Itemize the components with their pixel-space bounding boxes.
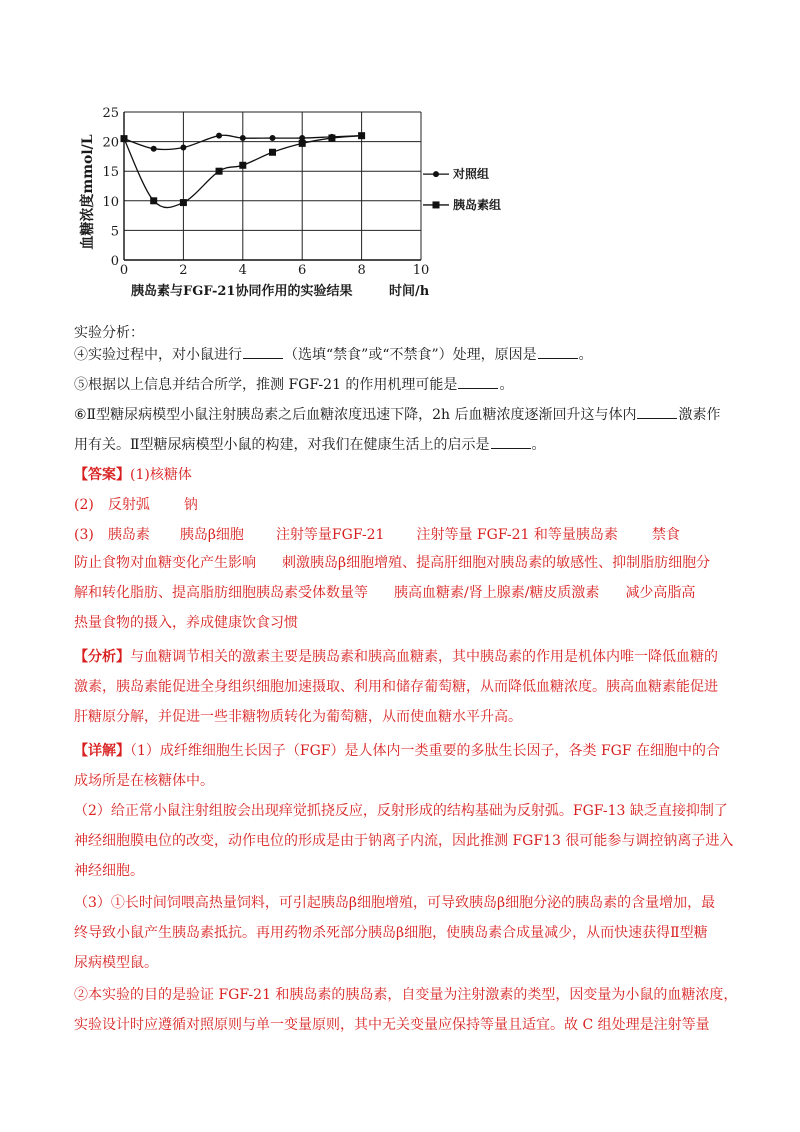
data-point-insulin [269, 149, 276, 156]
x-tick-label: 2 [179, 263, 188, 278]
answer-l2-1: 防止食物对血糖变化产生影响 [74, 555, 256, 571]
analysis-title: 实验分析： [74, 325, 144, 341]
chart-grid [124, 112, 421, 260]
data-point-insulin [358, 132, 365, 139]
answer-3-3: 注射等量FGF-21 [275, 527, 385, 543]
legend-marker-control [433, 171, 439, 177]
x-tick-label: 8 [357, 263, 366, 278]
answer-l2-2: 刺激胰岛β细胞增殖、提高肝细胞对胰岛素的敏感性、抑制脂肪细胞分 [282, 555, 711, 571]
data-point-insulin [216, 168, 223, 175]
analysis-line-3: 肝糖原分解，并促进一些非糖物质转化为葡萄糖，从而使血糖水平升高。 [74, 709, 522, 725]
x-tick-label: 0 [119, 263, 129, 278]
analysis-line-1 [74, 646, 724, 668]
q4-text-c: 。 [578, 347, 593, 363]
answer-3-1: 胰岛素 [107, 527, 150, 543]
detail-line-5: 神经细胞。 [74, 863, 144, 879]
analysis-tag: 【分析】 [74, 649, 130, 665]
data-point-insulin [299, 140, 306, 147]
q4-blank-2 [538, 344, 578, 359]
data-point-insulin [180, 199, 187, 206]
analysis-line-2: 激素，胰岛素能促进全身组织细胞加速摄取、利用和储存葡萄糖，从而降低血糖浓度。胰高血糖素能促进 [74, 679, 718, 695]
q6-text-a: ⑥Ⅱ型糖尿病模型小鼠注射胰岛素之后血糖浓度迅速下降，2h 后血糖浓度逐渐回升这与体内 [74, 407, 637, 423]
chart-legend [423, 166, 501, 212]
data-point-insulin [328, 135, 335, 142]
data-point-control [151, 146, 157, 152]
chart-xlabel: 时间/h [389, 284, 430, 299]
question-4 [74, 344, 724, 366]
answer-2-x: 反射弧 [107, 497, 150, 513]
detail-line-2: 成场所是在核糖体中。 [74, 773, 214, 789]
q6-text-line2b: 。 [531, 437, 546, 453]
question-6-line-2 [74, 434, 724, 456]
answer-line-5 [74, 582, 724, 604]
answer-l3-2: 胰高血糖素/肾上腺素/糖皮质激素 [394, 585, 600, 601]
y-tick-label: 25 [102, 106, 119, 121]
legend-marker-insulin [433, 201, 440, 208]
x-tick-label: 4 [238, 263, 247, 278]
chart-tick-labels [102, 106, 429, 278]
answer-line-2 [74, 494, 724, 516]
detail-tag: 【详解】 [74, 743, 130, 759]
data-point-control [180, 145, 186, 151]
answer-line-6: 热量食物的摄入，养成健康饮食习惯 [74, 615, 298, 631]
q6-blank-1 [637, 404, 677, 419]
q6-blank-2 [491, 434, 531, 449]
legend-label-insulin: 胰岛素组 [453, 197, 502, 212]
x-tick-label: 10 [412, 263, 430, 278]
data-point-control [216, 133, 222, 139]
question-5 [74, 374, 724, 396]
chart-ylabel: 血糖浓度mmol/L [80, 134, 96, 250]
y-tick-label: 0 [110, 254, 119, 269]
q4-text-a: ④实验过程中，对小鼠进行 [74, 347, 242, 363]
answer-l3-3: 减少高脂高 [625, 585, 696, 601]
y-tick-label: 10 [102, 194, 119, 210]
x-tick-label: 6 [298, 263, 307, 278]
y-tick-label: 5 [110, 224, 119, 240]
question-6-line-1 [74, 404, 724, 426]
y-tick-label: 15 [102, 165, 119, 181]
legend-label-control: 对照组 [453, 167, 490, 182]
answer-2-y: 钠 [183, 497, 198, 513]
detail-line-4: 神经细胞膜电位的改变，动作电位的形成是由于钠离子内流，因此推测 FGF13 很可能参与调控钠离子进入 [74, 833, 734, 849]
answer-1: (1)核糖体 [130, 467, 192, 483]
answer-2-num: (2) [74, 497, 94, 513]
q5-text-b: 。 [499, 377, 514, 393]
y-tick-label: 20 [102, 135, 119, 151]
answer-3-2: 胰岛β细胞 [179, 527, 244, 543]
data-point-insulin [239, 162, 246, 169]
q4-blank-1 [243, 344, 283, 359]
detail-p1-l1: （1）成纤维细胞生长因子（FGF）是人体内一类重要的多肽生长因子，各类 FGF 在细胞中的合 [130, 743, 721, 759]
answer-3-5: 禁食 [651, 527, 680, 543]
answer-tag: 【答案】 [74, 467, 130, 483]
chart-title: 胰岛素与FGF-21协同作用的实验结果 [131, 284, 353, 299]
q5-blank [458, 374, 498, 389]
detail-line-10: 实验设计时应遵循对照原则与单一变量原则，其中无关变量应保持等量且适宜。故 C 组处理是注射等量 [74, 1017, 710, 1033]
detail-line-1 [74, 740, 724, 762]
answer-line-3 [74, 524, 724, 546]
data-point-insulin [150, 197, 157, 204]
q6-text-line2a: 用有关。Ⅱ型糖尿病模型小鼠的构建，对我们在健康生活上的启示是 [74, 437, 490, 453]
answer-line-1 [74, 464, 724, 486]
chart-axes [124, 112, 421, 260]
data-point-insulin [121, 135, 128, 142]
q5-text-a: ⑤根据以上信息并结合所学，推测 FGF-21 的作用机理可能是 [74, 377, 458, 393]
blood-glucose-chart [78, 100, 518, 310]
answer-l3-1: 解和转化脂肪、提高脂肪细胞胰岛素受体数量等 [74, 585, 368, 601]
q6-text-b: 激素作 [678, 407, 721, 423]
detail-line-8: 尿病模型鼠。 [74, 955, 158, 971]
detail-line-3: （2）给正常小鼠注射组胺会出现痒觉抓挠反应，反射形成的结构基础为反射弧。FGF-13 缺乏直接抑制了 [74, 803, 728, 819]
answer-3-num: (3) [74, 527, 94, 543]
detail-line-7: 终导致小鼠产生胰岛素抵抗。再用药物杀死部分胰岛β细胞，使胰岛素合成量减少，从而快速获得Ⅱ型糖 [74, 925, 708, 941]
detail-line-6: （3）①长时间饲喂高热量饲料，可引起胰岛β细胞增殖，可导致胰岛β细胞分泌的胰岛素的含量增加，最 [74, 895, 716, 911]
detail-line-9: ②本实验的目的是验证 FGF-21 和胰岛素的胰岛素，自变量为注射激素的类型，因变量为小鼠的血糖浓度， [74, 987, 738, 1003]
data-point-control [240, 135, 246, 141]
answer-line-4 [74, 552, 724, 574]
data-point-control [270, 135, 276, 141]
answer-3-4: 注射等量 FGF-21 和等量胰岛素 [416, 527, 618, 543]
analysis-l1: 与血糖调节相关的激素主要是胰岛素和胰高血糖素，其中胰岛素的作用是机体内唯一降低血糖的 [130, 649, 718, 665]
q4-text-b: （选填“禁食”或“不禁食”）处理，原因是 [284, 347, 537, 363]
